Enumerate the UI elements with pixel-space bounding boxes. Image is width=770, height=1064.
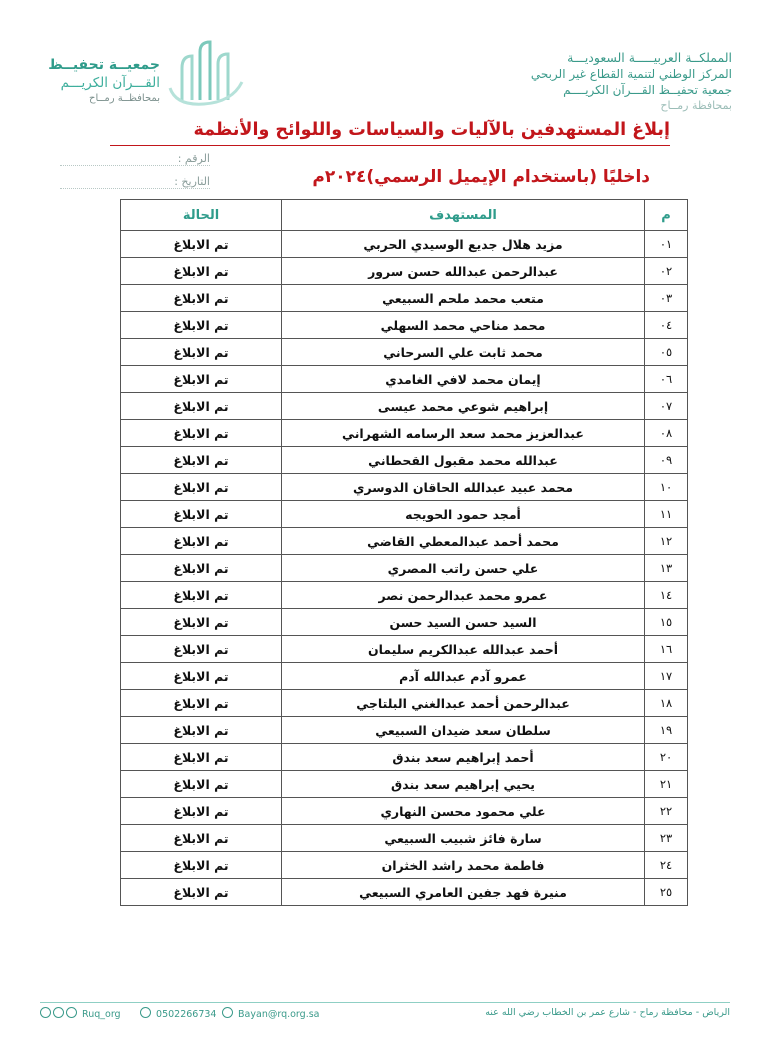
row-status: تم الابلاغ bbox=[121, 447, 282, 474]
document-subtitle: داخليًا (باستخدام الإيميل الرسمي)٢٠٢٤م bbox=[312, 167, 650, 187]
social-handle: Ruq_org bbox=[82, 1009, 121, 1020]
social-icon bbox=[66, 1007, 77, 1018]
table-row bbox=[121, 663, 688, 690]
table-row bbox=[121, 528, 688, 555]
row-status: تم الابلاغ bbox=[121, 366, 282, 393]
row-status: تم الابلاغ bbox=[121, 339, 282, 366]
row-target-name: عمرو محمد عبدالرحمن نصر bbox=[282, 582, 645, 609]
row-status: تم الابلاغ bbox=[121, 636, 282, 663]
row-status: تم الابلاغ bbox=[121, 393, 282, 420]
table-row bbox=[121, 420, 688, 447]
row-target-name: عبدالرحمن أحمد عبدالغني البلتاجي bbox=[282, 690, 645, 717]
row-number: ٠٦ bbox=[645, 366, 688, 393]
association-logo-icon bbox=[162, 38, 248, 108]
row-number: ١١ bbox=[645, 501, 688, 528]
logo-line: بمحافظــة رمــاح bbox=[89, 93, 160, 104]
table-row bbox=[121, 231, 688, 258]
row-status: تم الابلاغ bbox=[121, 231, 282, 258]
row-target-name: أمجد حمود الحويجه bbox=[282, 501, 645, 528]
row-target-name: عبدالله محمد مقبول القحطاني bbox=[282, 447, 645, 474]
row-number: ٠٨ bbox=[645, 420, 688, 447]
row-number: ١٢ bbox=[645, 528, 688, 555]
row-status: تم الابلاغ bbox=[121, 663, 282, 690]
row-target-name: فاطمة محمد راشد الخثران bbox=[282, 852, 645, 879]
row-number: ٢٥ bbox=[645, 879, 688, 906]
row-number: ٢٢ bbox=[645, 798, 688, 825]
table-row bbox=[121, 366, 688, 393]
header-org-info bbox=[472, 50, 732, 114]
row-status: تم الابلاغ bbox=[121, 555, 282, 582]
row-status: تم الابلاغ bbox=[121, 771, 282, 798]
column-header-number: م bbox=[645, 200, 688, 231]
table-row bbox=[121, 636, 688, 663]
row-status: تم الابلاغ bbox=[121, 852, 282, 879]
row-target-name: عبدالرحمن عبدالله حسن سرور bbox=[282, 258, 645, 285]
row-status: تم الابلاغ bbox=[121, 285, 282, 312]
date-field: التاريخ : bbox=[60, 175, 210, 189]
row-number: ٢٤ bbox=[645, 852, 688, 879]
column-header-status: الحالة bbox=[121, 200, 282, 231]
row-number: ١٠ bbox=[645, 474, 688, 501]
row-target-name: علي محمود محسن النهاري bbox=[282, 798, 645, 825]
row-target-name: محمد مناحي محمد السهلي bbox=[282, 312, 645, 339]
table-row bbox=[121, 393, 688, 420]
column-header-target: المستهدف bbox=[282, 200, 645, 231]
row-number: ١٦ bbox=[645, 636, 688, 663]
table-header-row bbox=[121, 200, 688, 231]
row-status: تم الابلاغ bbox=[121, 501, 282, 528]
row-number: ٠٢ bbox=[645, 258, 688, 285]
recipients-table bbox=[120, 199, 688, 906]
row-target-name: مزيد هلال جديع الوسيدي الحربي bbox=[282, 231, 645, 258]
row-number: ٠٤ bbox=[645, 312, 688, 339]
row-target-name: أحمد عبدالله عبدالكريم سليمان bbox=[282, 636, 645, 663]
social-icon bbox=[53, 1007, 64, 1018]
row-target-name: محمد أحمد عبدالمعطي القاضي bbox=[282, 528, 645, 555]
row-status: تم الابلاغ bbox=[121, 312, 282, 339]
row-number: ٢٣ bbox=[645, 825, 688, 852]
table-row bbox=[121, 879, 688, 906]
row-target-name: سارة فائز شبيب السبيعي bbox=[282, 825, 645, 852]
email-icon bbox=[222, 1007, 233, 1018]
row-status: تم الابلاغ bbox=[121, 690, 282, 717]
row-target-name: منيرة فهد جفين العامري السبيعي bbox=[282, 879, 645, 906]
table-row bbox=[121, 555, 688, 582]
logo-line: القـــرآن الكريـــم bbox=[60, 75, 160, 91]
row-status: تم الابلاغ bbox=[121, 798, 282, 825]
header-line: المركز الوطني لتنمية القطاع غير الربحي bbox=[530, 67, 732, 81]
row-number: ١٩ bbox=[645, 717, 688, 744]
row-number: ٠٥ bbox=[645, 339, 688, 366]
table-row bbox=[121, 501, 688, 528]
table-row bbox=[121, 798, 688, 825]
table-row bbox=[121, 312, 688, 339]
row-target-name: عبدالعزيز محمد سعد الرسامه الشهراني bbox=[282, 420, 645, 447]
row-target-name: علي حسن راتب المصري bbox=[282, 555, 645, 582]
row-target-name: متعب محمد ملحم السبيعي bbox=[282, 285, 645, 312]
footer-phone bbox=[140, 1007, 216, 1020]
row-target-name: السيد حسن السيد حسن bbox=[282, 609, 645, 636]
row-number: ٢٠ bbox=[645, 744, 688, 771]
row-status: تم الابلاغ bbox=[121, 744, 282, 771]
row-status: تم الابلاغ bbox=[121, 609, 282, 636]
row-number: ٠٧ bbox=[645, 393, 688, 420]
header-line: جمعية تحفيــظ القـــرآن الكريــــم bbox=[563, 83, 732, 97]
row-number: ٢١ bbox=[645, 771, 688, 798]
logo-text bbox=[40, 56, 160, 106]
row-status: تم الابلاغ bbox=[121, 528, 282, 555]
social-icon bbox=[40, 1007, 51, 1018]
row-target-name: إيمان محمد لافي الغامدي bbox=[282, 366, 645, 393]
row-number: ٠٩ bbox=[645, 447, 688, 474]
row-status: تم الابلاغ bbox=[121, 420, 282, 447]
table-row bbox=[121, 771, 688, 798]
row-target-name: يحيي إبراهيم سعد بندق bbox=[282, 771, 645, 798]
row-number: ١٧ bbox=[645, 663, 688, 690]
row-status: تم الابلاغ bbox=[121, 879, 282, 906]
row-status: تم الابلاغ bbox=[121, 825, 282, 852]
title-divider bbox=[110, 145, 670, 146]
email-address: Bayan@rq.org.sa bbox=[238, 1009, 320, 1020]
row-target-name: أحمد إبراهيم سعد بندق bbox=[282, 744, 645, 771]
table-row bbox=[121, 690, 688, 717]
table-row bbox=[121, 582, 688, 609]
row-number: ٠١ bbox=[645, 231, 688, 258]
reference-number-field: الرقم : bbox=[60, 152, 210, 166]
table-row bbox=[121, 339, 688, 366]
footer-social bbox=[40, 1007, 121, 1020]
table-row bbox=[121, 609, 688, 636]
row-status: تم الابلاغ bbox=[121, 474, 282, 501]
footer-email bbox=[222, 1007, 320, 1020]
row-status: تم الابلاغ bbox=[121, 258, 282, 285]
table-row bbox=[121, 825, 688, 852]
row-target-name: عمرو آدم عبدالله آدم bbox=[282, 663, 645, 690]
table-row bbox=[121, 258, 688, 285]
row-number: ١٤ bbox=[645, 582, 688, 609]
row-number: ١٨ bbox=[645, 690, 688, 717]
row-target-name: سلطان سعد ضيدان السبيعي bbox=[282, 717, 645, 744]
row-target-name: محمد عبيد عبدالله الحاقان الدوسري bbox=[282, 474, 645, 501]
document-title: إبلاغ المستهدفين بالآليات والسياسات واللوائح والأنظمة bbox=[193, 120, 670, 140]
footer-address: الرياض - محافظة رماح - شارع عمر بن الخطاب رضي الله عنه bbox=[485, 1007, 730, 1018]
header-line: بمحافظة رمــاح bbox=[660, 99, 732, 112]
row-target-name: إبراهيم شوعي محمد عيسى bbox=[282, 393, 645, 420]
footer-divider bbox=[40, 1002, 730, 1003]
whatsapp-icon bbox=[140, 1007, 151, 1018]
row-number: ١٣ bbox=[645, 555, 688, 582]
row-number: ١٥ bbox=[645, 609, 688, 636]
table-row bbox=[121, 852, 688, 879]
row-target-name: محمد ثابت علي السرحاني bbox=[282, 339, 645, 366]
table-row bbox=[121, 474, 688, 501]
row-status: تم الابلاغ bbox=[121, 717, 282, 744]
row-status: تم الابلاغ bbox=[121, 582, 282, 609]
table-row bbox=[121, 285, 688, 312]
table-row bbox=[121, 447, 688, 474]
phone-number: 0502266734 bbox=[156, 1009, 217, 1020]
logo-line: جمعيــة تحفيــظ bbox=[48, 57, 160, 73]
table-row bbox=[121, 744, 688, 771]
row-number: ٠٣ bbox=[645, 285, 688, 312]
header-line: المملكــة العربيـــــة السعوديـــة bbox=[567, 50, 732, 65]
footer bbox=[40, 1007, 730, 1023]
table-row bbox=[121, 717, 688, 744]
